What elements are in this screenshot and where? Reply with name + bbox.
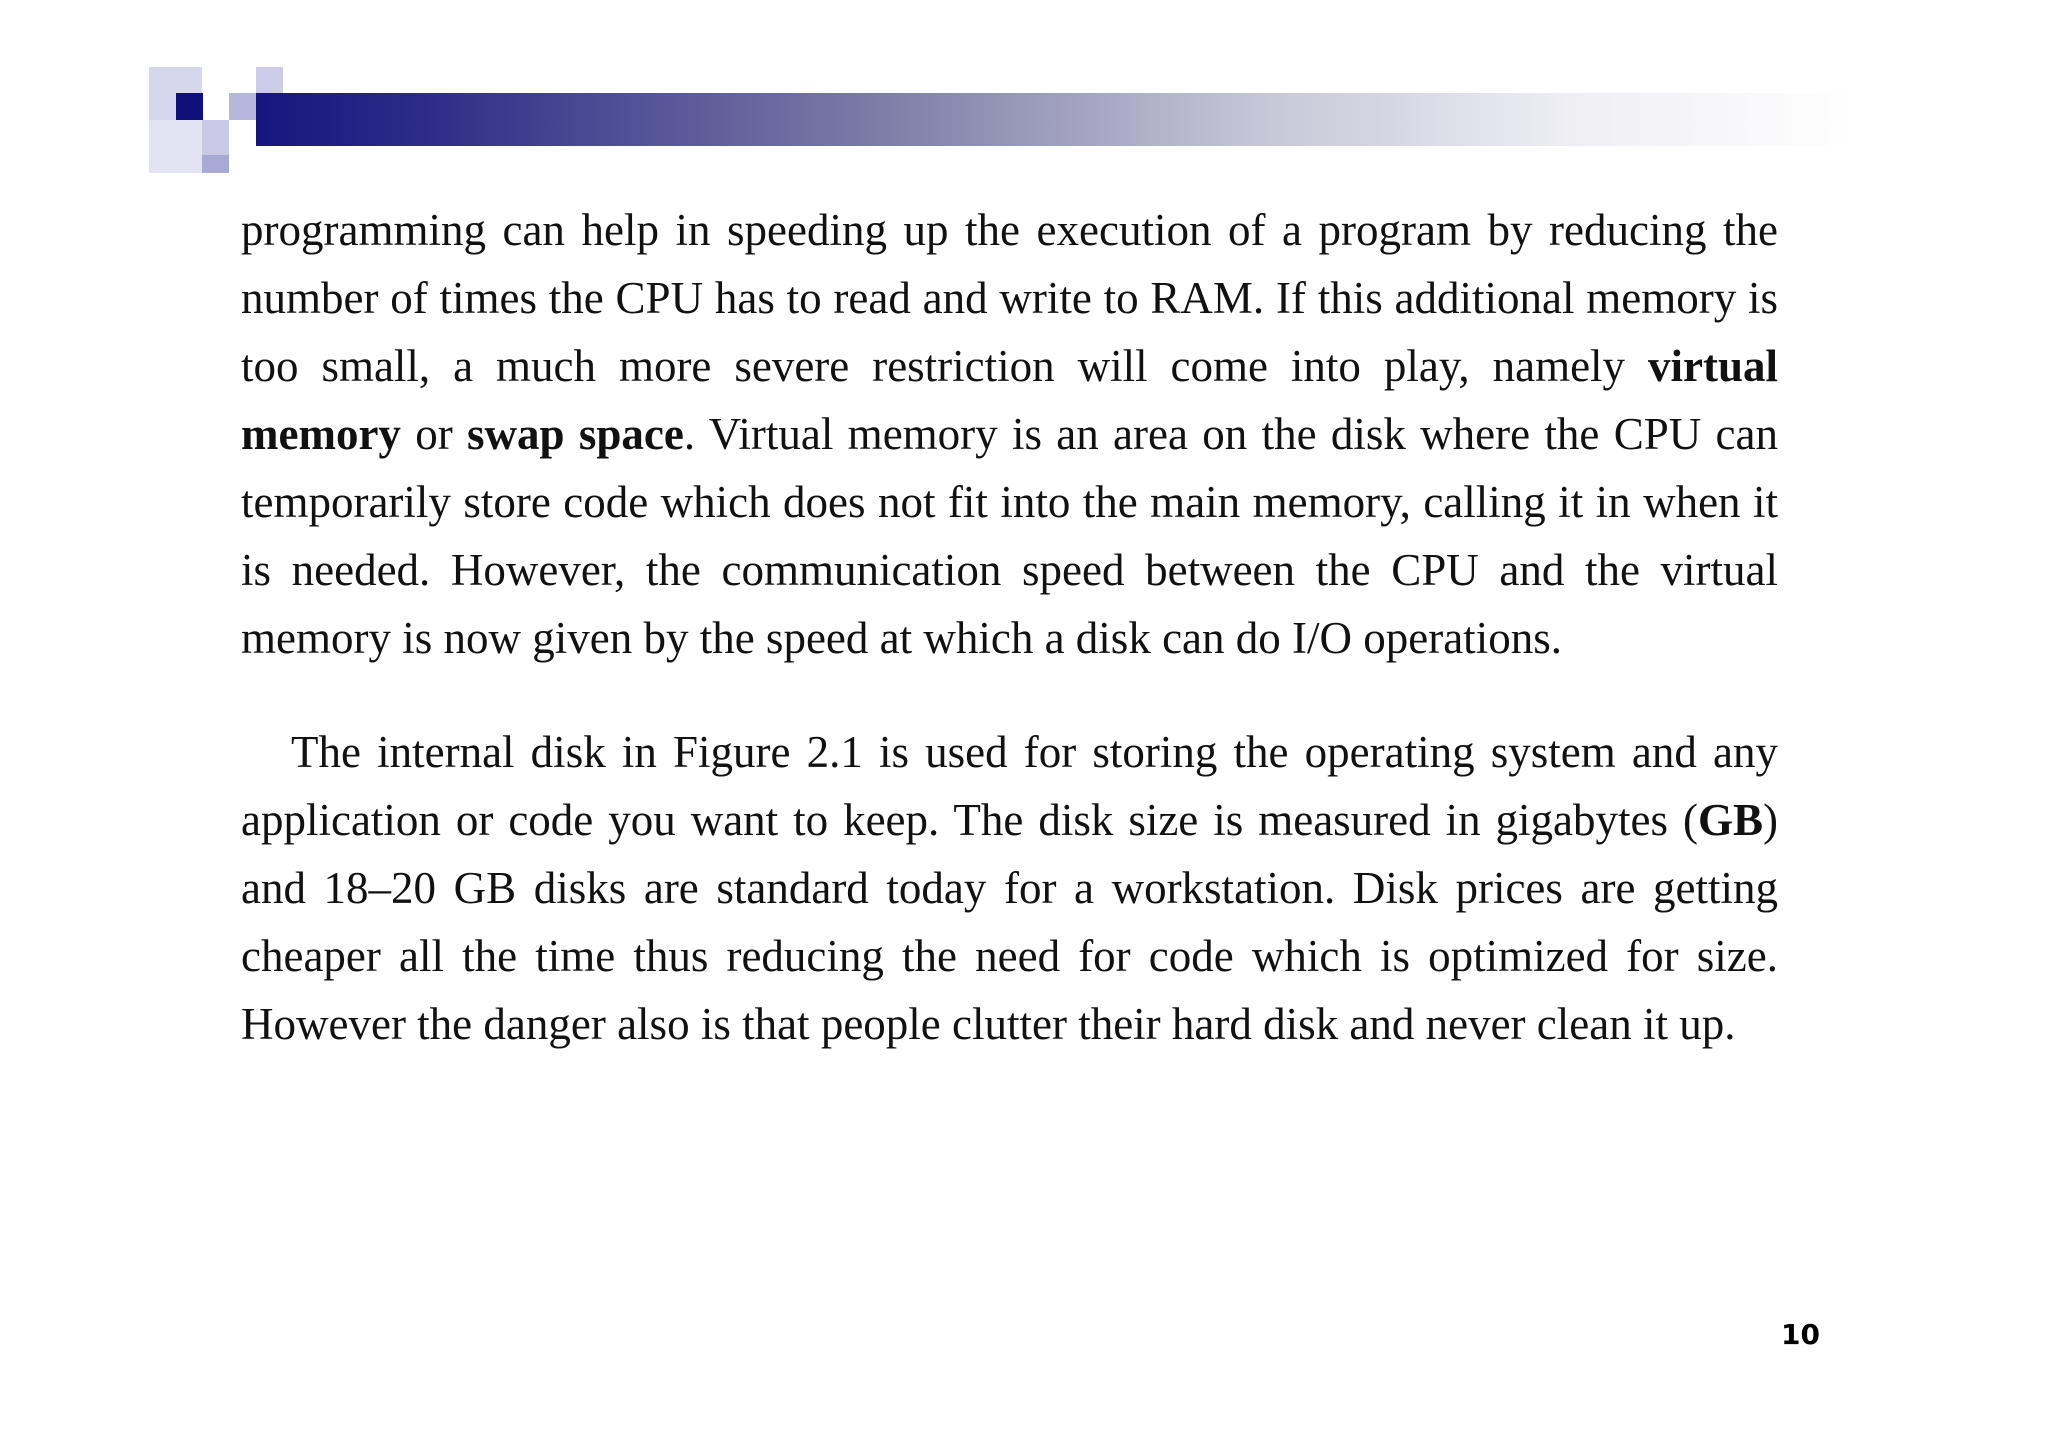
- bold-term: swap space: [467, 409, 684, 459]
- paragraph: [241, 718, 1778, 1058]
- text-segment: or: [400, 409, 468, 459]
- deco-square: [229, 93, 256, 120]
- text-segment: . Virtual memory is an area on the disk where the CPU can temporarily store code which does not fit into the main memory, calling it in when it is needed. However, the communication speed between the CPU and the virtual memory is now given by the speed at which a disk can do I/O operations.: [241, 409, 1778, 663]
- slide-body: [241, 196, 1778, 1058]
- paragraph: [241, 196, 1778, 672]
- bold-term: GB: [1697, 795, 1763, 845]
- text-segment: programming can help in speeding up the execution of a program by reducing the number of times the CPU has to read and write to RAM. If this additional memory is too small, a much more severe restriction will come into play, namely: [241, 205, 1778, 391]
- header-gradient-bar: [256, 93, 1856, 146]
- text-segment: ) and 18–20 GB disks are standard today for a workstation. Disk prices are getting cheaper all the time thus reducing the need for code which is optimized for size. However the danger also is that people clutter their hard disk and never clean it up.: [241, 795, 1778, 1049]
- page-number: 10: [1781, 1318, 1820, 1351]
- header-decoration: [0, 0, 2048, 190]
- deco-square-dark: [176, 93, 203, 120]
- deco-square: [202, 155, 229, 173]
- text-segment: The internal disk in Figure 2.1 is used for storing the operating system and any application or code you want to keep. The disk size is measured in gigabytes (: [241, 727, 1778, 845]
- bold-term: virtual memory: [241, 341, 1778, 459]
- deco-square: [149, 120, 202, 173]
